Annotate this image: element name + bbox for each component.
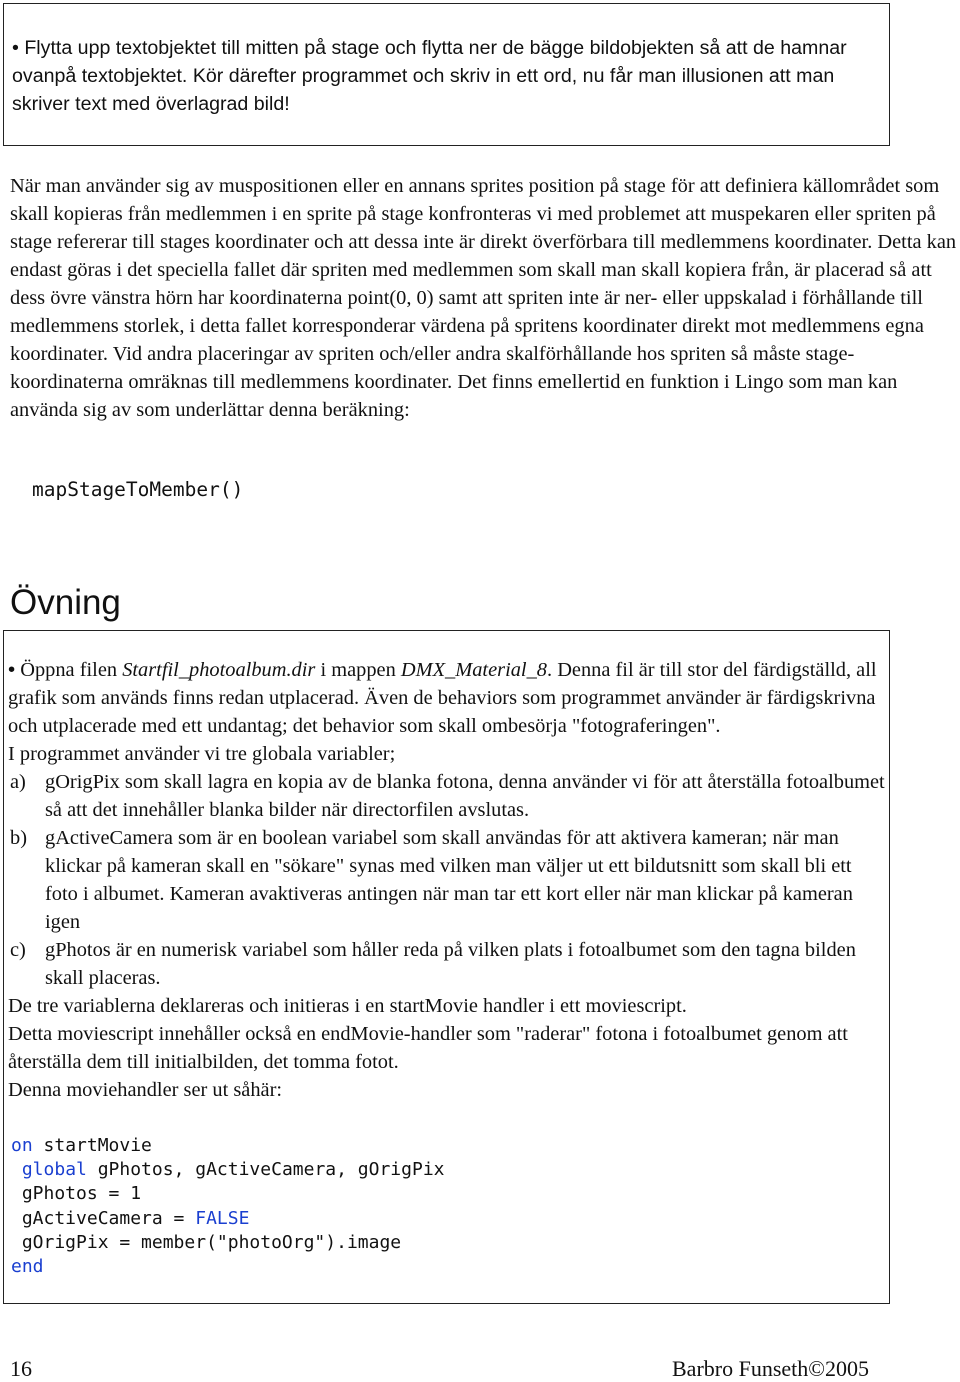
code-text: gPhotos = 1 [11,1183,142,1205]
function-name-code: mapStageToMember() [32,478,244,501]
exercise-content [8,656,888,1104]
list-item-label: a) [10,771,26,793]
body-paragraph [10,172,958,424]
code-keyword: global [21,1159,87,1181]
after-text-1: De tre variablerna deklareras och initieras i en startMovie handler i ett moviescript. [8,995,687,1017]
folder-name: DMX_Material_8 [400,659,547,681]
code-line [11,1182,445,1206]
bullet-glyph: • [8,659,16,681]
file-name: Startfil_photoalbum.dir [122,659,316,681]
code-text: gPhotos, gActiveCamera, gOrigPix [86,1159,445,1181]
section-heading: Övning [10,583,121,622]
code-text: startMovie [32,1135,152,1156]
list-item-text: gActiveCamera som är en boolean variabel som skall användas för att aktivera kameran; när man klickar på kameran skall en "sökare" synas med vilken man väljer ut ett bildutsnitt som skall bli ett foto i albumet. Kameran avaktiveras antingen när man tar ett kort eller när man klickar på kameran igen [45,827,853,933]
after-text-2: Detta moviescript innehåller också en endMovie-handler som "raderar" fotona i fotoalbumet genom att återställa dem till initialbilden, det tomma fotot. [8,1023,848,1073]
code-line [11,1255,445,1279]
list-item-text: gOrigPix som skall lagra en kopia av de blanka fotona, denna använder vi för att återställa fotoalbumet så att det innehåller blanka bilder när directorfilen avslutas. [45,771,885,821]
code-line [11,1134,445,1158]
instruction-box-1 [3,3,890,146]
bullet-glyph: • [12,37,19,59]
code-line [11,1207,445,1231]
list-item [8,768,888,824]
list-item-label: c) [10,939,26,961]
list-item [8,824,888,936]
footer-author: Barbro Funseth©2005 [672,1356,869,1381]
code-keyword: on [11,1135,33,1156]
bullet-item [12,34,882,118]
code-block [11,1134,445,1279]
bullet-text: Flytta upp textobjektet till mitten på stage och flytta ner de bägge bildobjekten så att de hamnar ovanpå textobjektet. Kör därefter programmet och skriv in ett ord, nu får man illusionen att man skriver text med överlagrad bild! [12,37,847,115]
code-line [11,1231,445,1255]
intro-pre: Öppna filen [20,659,123,681]
code-text: gOrigPix = member("photoOrg").image [11,1231,402,1253]
list-item [8,936,888,992]
paragraph-text-part-2: Detta kan endast göras i det speciella fallet där spriten med medlemmen som skall man skall kopiera från, är placerad så att dess övre vänstra hörn har koordinaterna point(0, 0) samt att spriten inte är ner- eller uppskalad i förhållande till medlemmens storlek, i detta fallet korresponderar värdena på spritens koordinater direkt mot medlemmens egna koordinater. Vid andra placeringar av spriten och/eller andra skalförhållande hos spriten så måste stage-koordinaterna omräknas till medlemmens koordinater. Det finns emellertid en funktion i Lingo som man kan använda sig av som underlättar denna beräkning: [10,231,957,421]
code-keyword: end [11,1256,44,1278]
list-item-label: b) [10,827,27,849]
exercise-intro [8,656,888,740]
intro-post: . Denna fil är till stor del färdigställd, all grafik som används finns redan utplacerad. Även de behaviors som programmet använder är färdigskrivna och utplacerade med ett undantag; det behavior som skall ombesörja "fotograferingen". [8,659,877,737]
paragraph-text-part-1: När man använder sig av muspositionen eller en annans sprites position på stage för att definiera källområdet som skall kopieras från medlemmen i en sprite på stage konfronteras vi med problemet att muspekaren eller spriten på stage refererar till stages koordinater och att dessa inte är direkt överförbara till medlemmens koordinater. [10,175,940,253]
intro-mid: i mappen [315,659,401,681]
code-keyword: FALSE [195,1207,250,1229]
code-text: gActiveCamera = [11,1207,196,1229]
list-item-text: gPhotos är en numerisk variabel som håller reda på vilken plats i fotoalbumet som den tagna bilden skall placeras. [45,939,856,989]
page-number: 16 [10,1356,32,1381]
globals-intro: I programmet använder vi tre globala variabler; [8,743,396,765]
after-text-3: Denna moviehandler ser ut såhär: [8,1079,283,1101]
code-line [11,1158,445,1182]
